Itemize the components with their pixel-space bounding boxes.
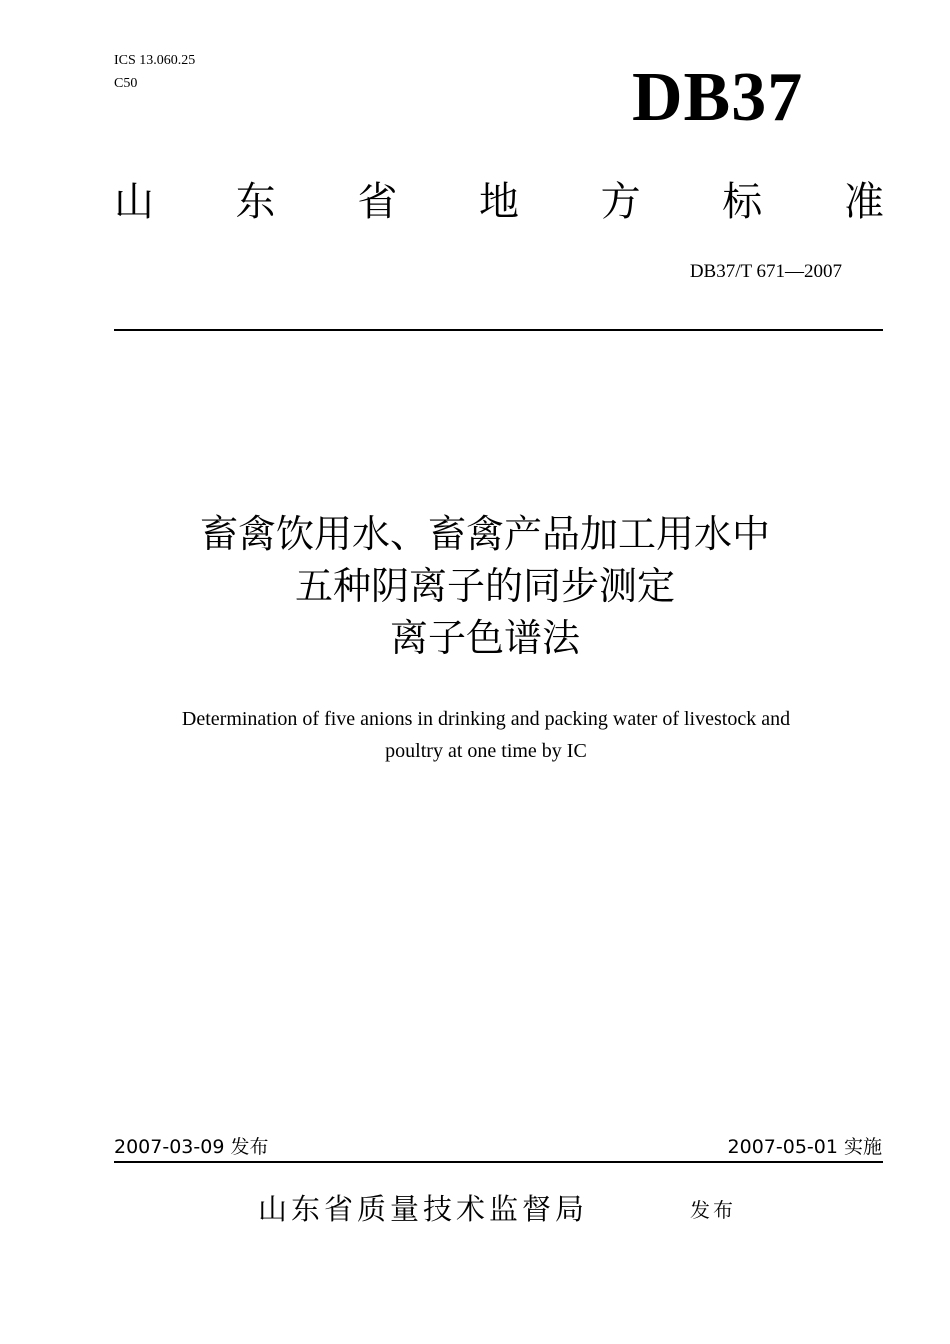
ics-code: ICS 13.060.25 [114,53,196,68]
standard-type-char: 标 [722,179,763,225]
standard-type-title [114,176,884,228]
chinese-title [0,508,950,664]
standard-type-char: 方 [600,179,641,225]
bottom-divider [114,1161,883,1163]
chinese-title-line-2: 五种阴离子的同步测定 [294,564,675,608]
ccs-code: C50 [114,76,138,91]
english-title-line-2: poultry at one time by IC [385,740,587,762]
chinese-title-line-1: 畜禽饮用水、畜禽产品加工用水中 [199,512,770,556]
issue-date: 2007-03-09 发布 [114,1136,269,1158]
standard-type-char: 省 [357,179,398,225]
chinese-title-line-3: 离子色谱法 [389,616,580,660]
publish-label: 发布 [690,1198,736,1222]
standard-number: DB37/T 671—2007 [689,261,842,282]
db37-logo: DB37 [632,59,804,136]
standard-type-char: 山 [114,179,154,225]
top-divider [114,329,883,331]
english-title-line-1: Determination of five anions in drinking and packing water of livestock and [181,708,791,730]
standard-type-char: 东 [235,179,276,225]
publisher-name: 山东省质量技术监督局 [258,1192,589,1226]
standard-type-char: 准 [843,179,884,225]
effective-date: 2007-05-01 实施 [727,1136,882,1158]
english-title [130,703,842,767]
standard-type-char: 地 [478,179,519,225]
